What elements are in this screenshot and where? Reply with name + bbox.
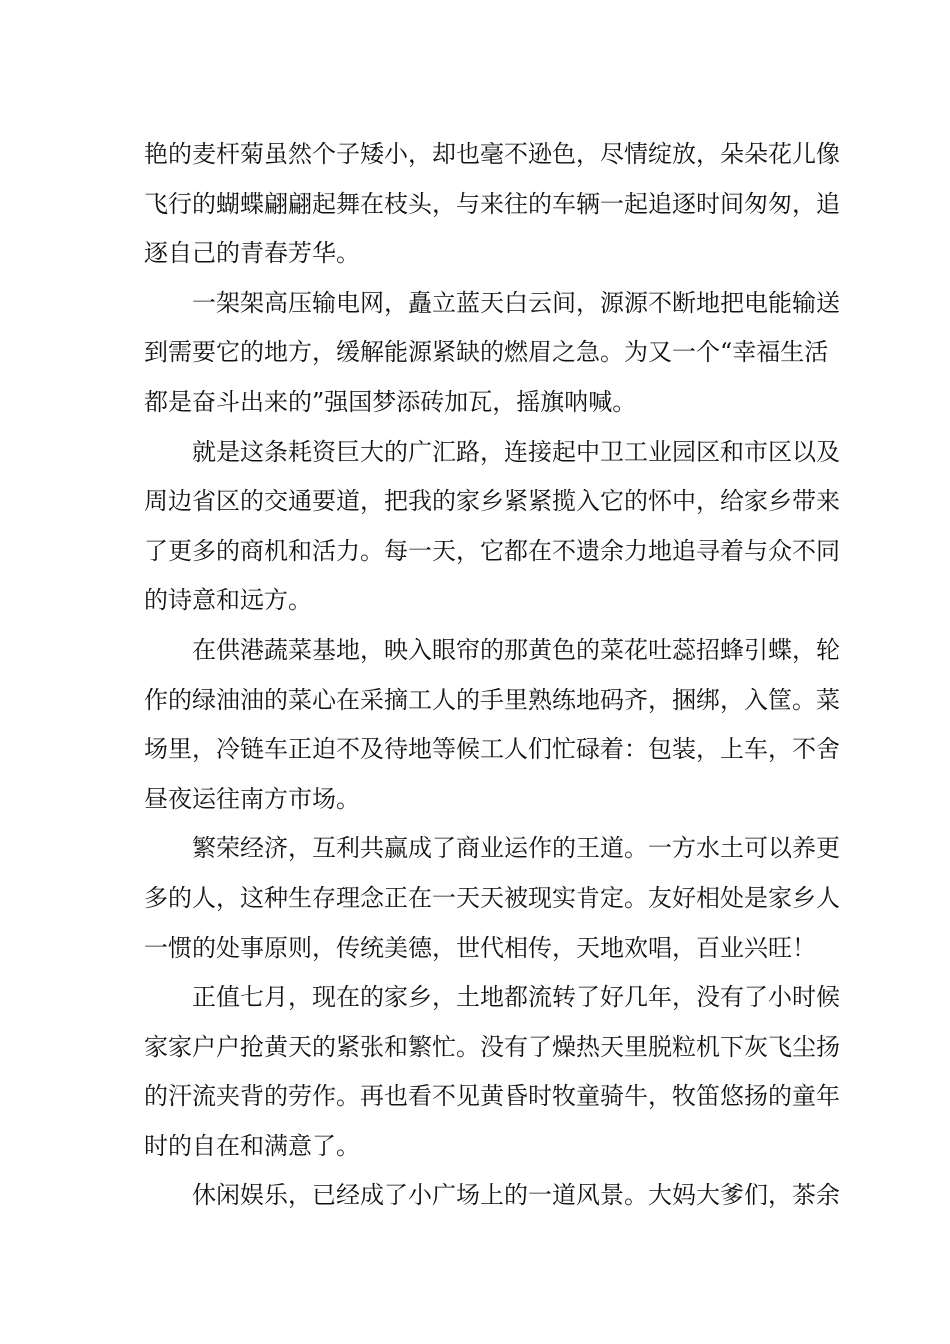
- text-line: 一架架高压输电网，矗立蓝天白云间，源源不断地把电能输送: [192, 288, 840, 317]
- text-line: 的诗意和远方。: [144, 586, 312, 615]
- text-line: 在供港蔬菜基地，映入眼帘的那黄色的菜花吐蕊招蜂引蝶，轮: [192, 635, 840, 664]
- text-line: 多的人，这种生存理念正在一天天被现实肯定。友好相处是家乡人: [144, 883, 840, 912]
- text-line: 的汗流夹背的劳作。再也看不见黄昏时牧童骑牛，牧笛悠扬的童年: [144, 1082, 840, 1111]
- paragraph: [144, 279, 840, 428]
- text-line: 就是这条耗资巨大的广汇路，连接起中卫工业园区和市区以及: [192, 437, 840, 466]
- paragraph: [144, 626, 840, 824]
- text-line: 家家户户抢黄天的紧张和繁忙。没有了燥热天里脱粒机下灰飞尘扬: [144, 1032, 840, 1061]
- paragraph: [144, 130, 840, 279]
- text-line: 了更多的商机和活力。每一天，它都在不遗余力地追寻着与众不同: [144, 536, 840, 565]
- document-body: [144, 130, 840, 1221]
- text-line: 正值七月，现在的家乡，土地都流转了好几年，没有了小时候: [192, 983, 840, 1012]
- text-line: 繁荣经济，互利共赢成了商业运作的王道。一方水土可以养更: [192, 834, 840, 863]
- text-line: 休闲娱乐，已经成了小广场上的一道风景。大妈大爹们，茶余: [192, 1181, 840, 1210]
- text-line: 到需要它的地方，缓解能源紧缺的燃眉之急。为又一个“幸福生活: [144, 338, 829, 367]
- paragraph: [144, 1171, 840, 1221]
- text-line: 一惯的处事原则，传统美德，世代相传，天地欢唱，百业兴旺！: [144, 933, 816, 962]
- text-line: 飞行的蝴蝶翩翩起舞在枝头，与来往的车辆一起追逐时间匆匆，追: [144, 189, 840, 218]
- text-line: 作的绿油油的菜心在采摘工人的手里熟练地码齐，捆绑，入筐。菜: [144, 685, 840, 714]
- paragraph: [144, 428, 840, 626]
- text-line: 逐自己的青春芳华。: [144, 239, 360, 268]
- text-line: 场里，冷链车正迫不及待地等候工人们忙碌着：包装，上车，不舍: [144, 735, 840, 764]
- text-line: 时的自在和满意了。: [144, 1131, 360, 1160]
- text-line: 昼夜运往南方市场。: [144, 784, 360, 813]
- text-line: 艳的麦杆菊虽然个子矮小，却也毫不逊色，尽情绽放，朵朵花儿像: [144, 140, 840, 168]
- paragraph: [144, 824, 840, 973]
- text-line: 都是奋斗出来的”强国梦添砖加瓦，摇旗呐喊。: [144, 387, 637, 416]
- paragraph: [144, 973, 840, 1171]
- text-line: 周边省区的交通要道，把我的家乡紧紧揽入它的怀中，给家乡带来: [144, 487, 840, 516]
